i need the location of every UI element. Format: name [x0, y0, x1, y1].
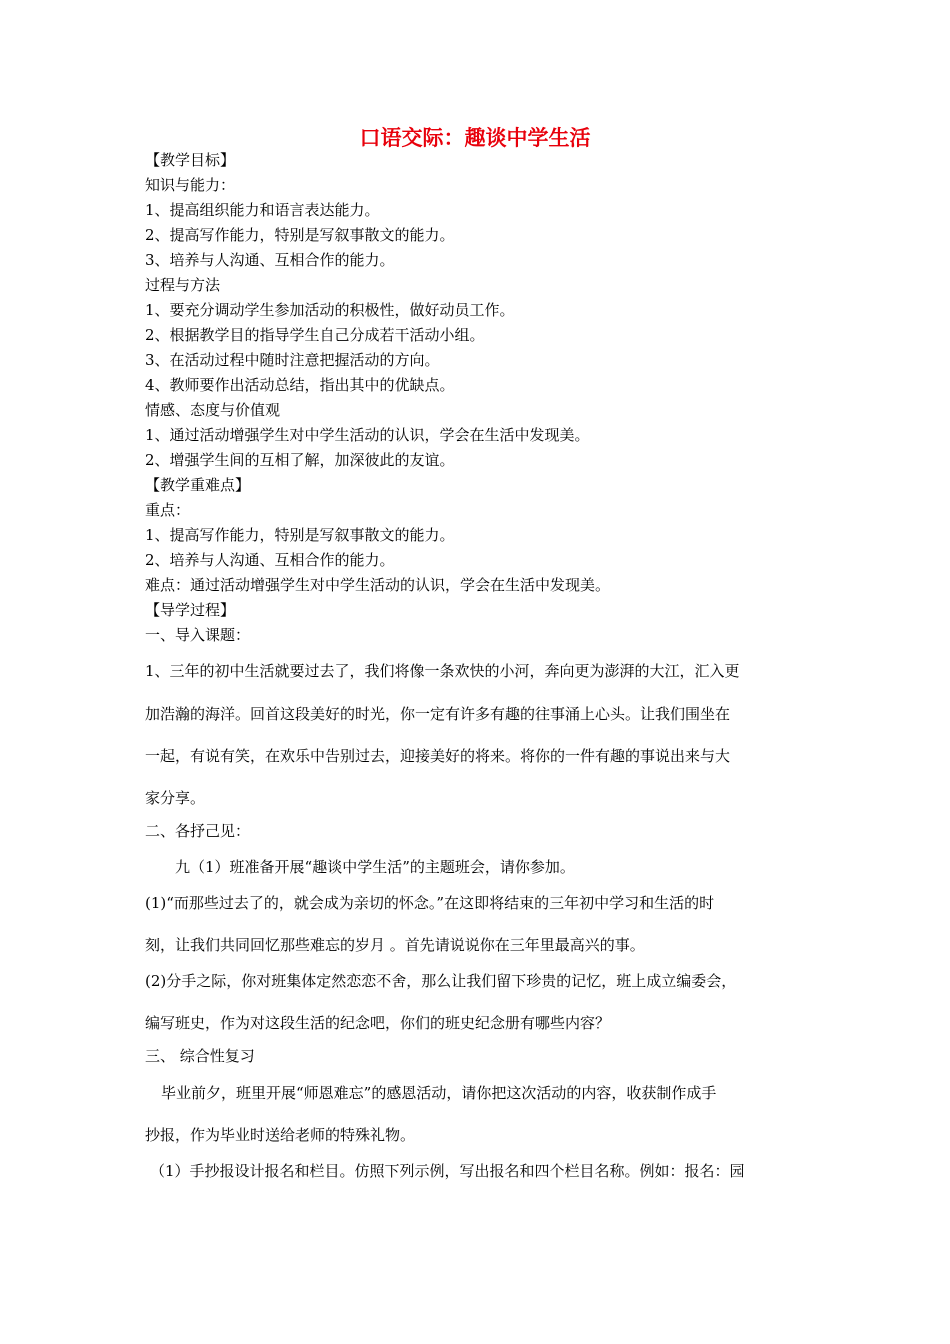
- text-line: 1、提高写作能力，特别是写叙事散文的能力。: [145, 526, 455, 544]
- text-line: 1、三年的初中生活就要过去了，我们将像一条欢快的小河，奔向更为澎湃的大江，汇入更: [145, 662, 740, 680]
- text-line: 4、教师要作出活动总结，指出其中的优缺点。: [145, 376, 455, 394]
- subheading: 知识与能力：: [145, 176, 236, 194]
- text-line: 3、在活动过程中随时注意把握活动的方向。: [145, 351, 440, 369]
- text-line: 抄报，作为毕业时送给老师的特殊礼物。: [145, 1126, 416, 1144]
- text-line: 加浩瀚的海洋。回首这段美好的时光，你一定有许多有趣的往事涌上心头。让我们围坐在: [145, 705, 731, 723]
- text-line: 2、提高写作能力，特别是写叙事散文的能力。: [145, 226, 455, 244]
- heading-key-points: 【教学重难点】: [145, 476, 251, 494]
- text-line: 刻，让我们共同回忆那些难忘的岁月 。首先请说说你在三年里最高兴的事。: [145, 936, 645, 954]
- text-line: 九（1）班准备开展“趣谈中学生活”的主题班会，请你参加。: [175, 858, 575, 876]
- text-line: 3、培养与人沟通、互相合作的能力。: [145, 251, 395, 269]
- text-line: 1、提高组织能力和语言表达能力。: [145, 201, 380, 219]
- text-line: 2、根据教学目的指导学生自己分成若干活动小组。: [145, 326, 485, 344]
- text-line: 编写班史，作为对这段生活的纪念吧，你们的班史纪念册有哪些内容？: [145, 1014, 611, 1032]
- subheading: 重点：: [145, 501, 191, 519]
- heading-teaching-goals: 【教学目标】: [145, 151, 236, 169]
- subheading: 情感、态度与价值观: [145, 401, 281, 419]
- text-line: 1、要充分调动学生参加活动的积极性，做好动员工作。: [145, 301, 515, 319]
- text-line: 家分享。: [145, 789, 206, 807]
- text-line: 毕业前夕，班里开展“师恩难忘”的感恩活动，请你把这次活动的内容，收获制作成手: [161, 1084, 717, 1102]
- text-line: (1)“而那些过去了的，就会成为亲切的怀念。”在这即将结束的三年初中学习和生活的时: [145, 894, 715, 912]
- text-line: 一起，有说有笑，在欢乐中告别过去，迎接美好的将来。将你的一件有趣的事说出来与大: [145, 747, 731, 765]
- document-title: 口语交际：趣谈中学生活: [359, 126, 591, 150]
- heading-learning-process: 【导学过程】: [145, 601, 236, 619]
- text-line: 2、增强学生间的互相了解，加深彼此的友谊。: [145, 451, 455, 469]
- text-line: (2)分手之际，你对班集体定然恋恋不舍，那么让我们留下珍贵的记忆，班上成立编委会，: [145, 972, 737, 990]
- section-heading: 一、导入课题：: [145, 626, 251, 644]
- text-line: 2、培养与人沟通、互相合作的能力。: [145, 551, 395, 569]
- text-line: （1）手抄报设计报名和栏目。仿照下列示例，写出报名和四个栏目名称。例如：报名：园: [150, 1162, 745, 1180]
- text-line: 1、通过活动增强学生对中学生活动的认识，学会在生活中发现美。: [145, 426, 590, 444]
- section-heading: 三、 综合性复习: [145, 1047, 255, 1065]
- subheading: 过程与方法: [145, 276, 221, 294]
- section-heading: 二、各抒己见：: [145, 822, 251, 840]
- text-line: 难点：通过活动增强学生对中学生活动的认识，学会在生活中发现美。: [145, 576, 611, 594]
